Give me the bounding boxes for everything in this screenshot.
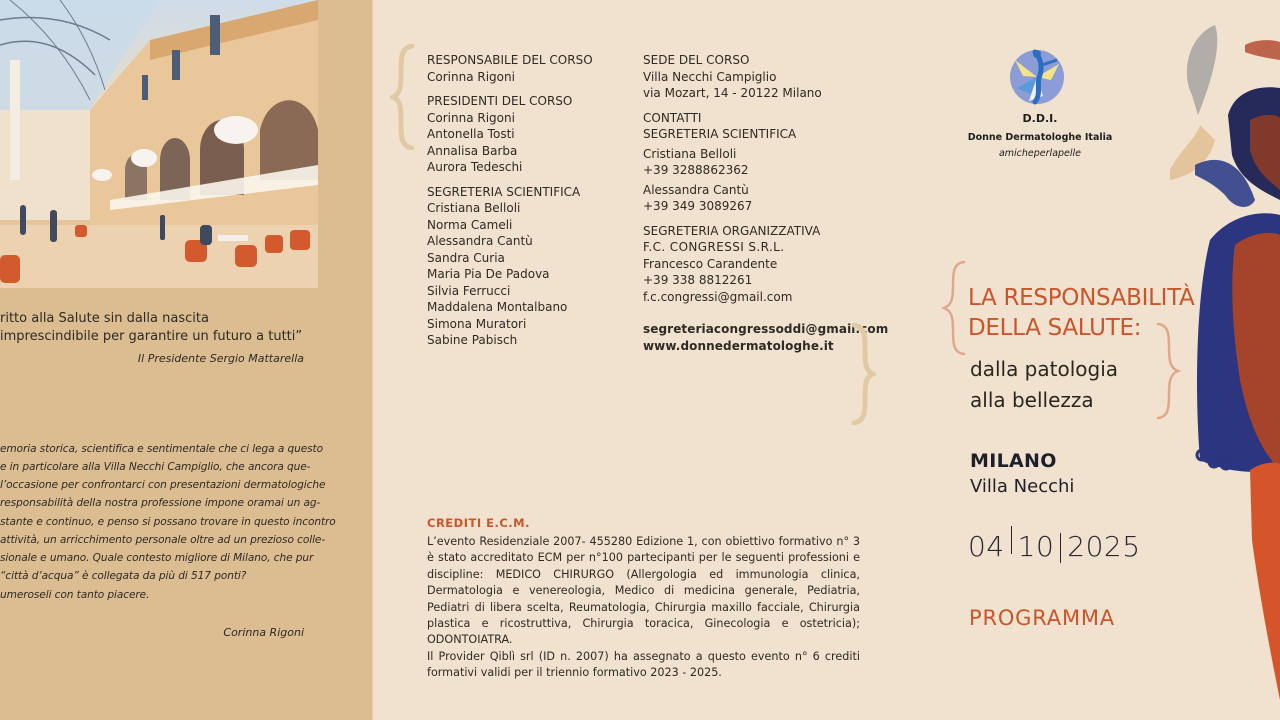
- section-heading: CONTATTI: [643, 110, 702, 125]
- venue-contacts-column: [643, 52, 888, 354]
- venue-address: via Mozart, 14 - 20122 Milano: [643, 86, 822, 100]
- logo-full-name: Donne Dermatologhe Italia: [967, 132, 1113, 143]
- person-name: Norma Cameli: [427, 217, 513, 232]
- left-panel: [0, 0, 373, 720]
- ecm-text-block: [427, 534, 860, 682]
- ecm-description: L’evento Residenziale 2007- 455280 Edizione 1, con obiettivo formativo n° 3 è stato accreditato ECM per n°100 partecipanti per le seguenti professioni e discipline: MEDICO CHIRURGO (Allergologia ed immunologia clinica, Dermatologia e venereologia, Medico di medicina generale, Pediatria, Pediatri di libera scelta, Reumatologia, Chirurgia maxillo facciale, Chirurgia plastica e ricostruttiva, Chirurgia toracica, Ginecologia e ostetricia); ODONTOIATRA.: [427, 535, 860, 647]
- contact-phone[interactable]: +39 3288862362: [643, 163, 749, 177]
- venue-name: Villa Necchi Campiglio: [643, 69, 777, 84]
- quote-line: imprescindibile per garantire un futuro a tutti”: [0, 329, 303, 344]
- person-name: Corinna Rigoni: [427, 69, 515, 84]
- contact-name: Francesco Carandente: [643, 256, 778, 271]
- contact-name: Alessandra Cantù: [643, 182, 749, 197]
- ecm-title: CREDITI E.C.M.: [427, 516, 530, 530]
- section-heading: SEDE DEL CORSO: [643, 53, 750, 67]
- letter-line: e in particolare alla Villa Necchi Campiglio, che ancora que-: [0, 461, 311, 473]
- congress-email-link[interactable]: segreteriacongressoddi@gmail.com: [643, 322, 889, 336]
- person-name: Cristiana Belloli: [427, 201, 521, 215]
- date-day: 04: [968, 530, 1005, 563]
- title-line-1: LA RESPONSABILITÀ: [968, 285, 1195, 311]
- quote-line: ritto alla Salute sin dalla nascita: [0, 311, 209, 326]
- letter-line: “città d’acqua” è collegata da più di 517 ponti?: [0, 570, 247, 582]
- letter-signature: Corinna Rigoni: [223, 626, 304, 639]
- contact-email[interactable]: f.c.congressi@gmail.com: [643, 289, 793, 304]
- website-link[interactable]: www.donnedermatologhe.it: [643, 338, 834, 353]
- letter-line: stante e continuo, e penso si possano trovare in questo incontro: [0, 516, 336, 528]
- ecm-provider-note: Il Provider Qiblì srl (ID n. 2007) ha assegnato a questo evento n° 6 crediti formativi validi per il triennio formativo 2023 - 2025.: [427, 649, 860, 680]
- letter-line: emoria storica, scientifica e sentimentale che ci lega a questo: [0, 443, 323, 455]
- subtitle-line-2: alla bellezza: [970, 388, 1094, 412]
- event-date: [968, 530, 1141, 563]
- letter-line: sionale e umano. Quale contesto migliore di Milano, che pur: [0, 552, 314, 564]
- person-name: Simona Muratori: [427, 316, 527, 331]
- organizers-column: [427, 52, 593, 349]
- logo-acronym: D.D.I.: [1022, 112, 1058, 125]
- person-name: Maria Pia De Padova: [427, 267, 550, 281]
- right-brace-icon: [850, 323, 876, 425]
- date-year: 2025: [1067, 530, 1141, 563]
- letter-line: l’occasione per confrontarci con presentazioni dermatologiche: [0, 479, 326, 491]
- programma-heading: PROGRAMMA: [969, 606, 1115, 630]
- watercolor-figure-illustration: [1140, 0, 1280, 720]
- contact-phone[interactable]: +39 338 8812261: [643, 273, 753, 287]
- person-name: Silvia Ferrucci: [427, 283, 511, 298]
- contact-phone[interactable]: +39 349 3089267: [643, 199, 753, 213]
- person-name: Sabine Pabisch: [427, 333, 518, 347]
- letter-line: umeroseli con tanto piacere.: [0, 589, 150, 601]
- date-separator: [1060, 533, 1061, 563]
- person-name: Corinna Rigoni: [427, 110, 515, 125]
- logo-tagline: amicheperlapelle: [998, 148, 1082, 159]
- date-separator: [1011, 526, 1012, 554]
- section-subheading: SEGRETERIA SCIENTIFICA: [643, 127, 797, 141]
- contact-name: Cristiana Belloli: [643, 146, 737, 161]
- person-name: Aurora Tedeschi: [427, 160, 523, 174]
- galleria-image: [0, 0, 318, 288]
- section-heading: RESPONSABILE DEL CORSO: [427, 53, 593, 67]
- event-venue: Villa Necchi: [970, 476, 1075, 497]
- letter-line: responsabilità della nostra professione impone oramai un ag-: [0, 497, 321, 509]
- section-heading: SEGRETERIA SCIENTIFICA: [427, 184, 581, 199]
- person-name: Alessandra Cantù: [427, 234, 533, 248]
- company-name: F.C. CONGRESSI S.R.L.: [643, 240, 785, 254]
- person-name: Maddalena Montalbano: [427, 300, 568, 314]
- subtitle-line-1: dalla patologia: [970, 357, 1119, 381]
- title-left-brace-icon: [940, 260, 968, 356]
- section-heading: SEGRETERIA ORGANIZZATIVA: [643, 223, 821, 238]
- letter-line: attività, un arricchimento personale oltre ad un prezioso colle-: [0, 534, 326, 546]
- person-name: Annalisa Barba: [427, 143, 518, 158]
- person-name: Sandra Curia: [427, 250, 505, 265]
- quote-signature: Il Presidente Sergio Mattarella: [137, 352, 304, 365]
- ddi-logo-icon: [1005, 46, 1069, 108]
- section-heading: PRESIDENTI DEL CORSO: [427, 94, 573, 108]
- title-line-2: DELLA SALUTE:: [968, 315, 1142, 341]
- galleria-illustration: [0, 0, 318, 288]
- person-name: Antonella Tosti: [427, 127, 515, 141]
- left-brace-icon: [390, 44, 416, 150]
- event-city: MILANO: [970, 450, 1057, 472]
- date-month: 10: [1017, 530, 1055, 563]
